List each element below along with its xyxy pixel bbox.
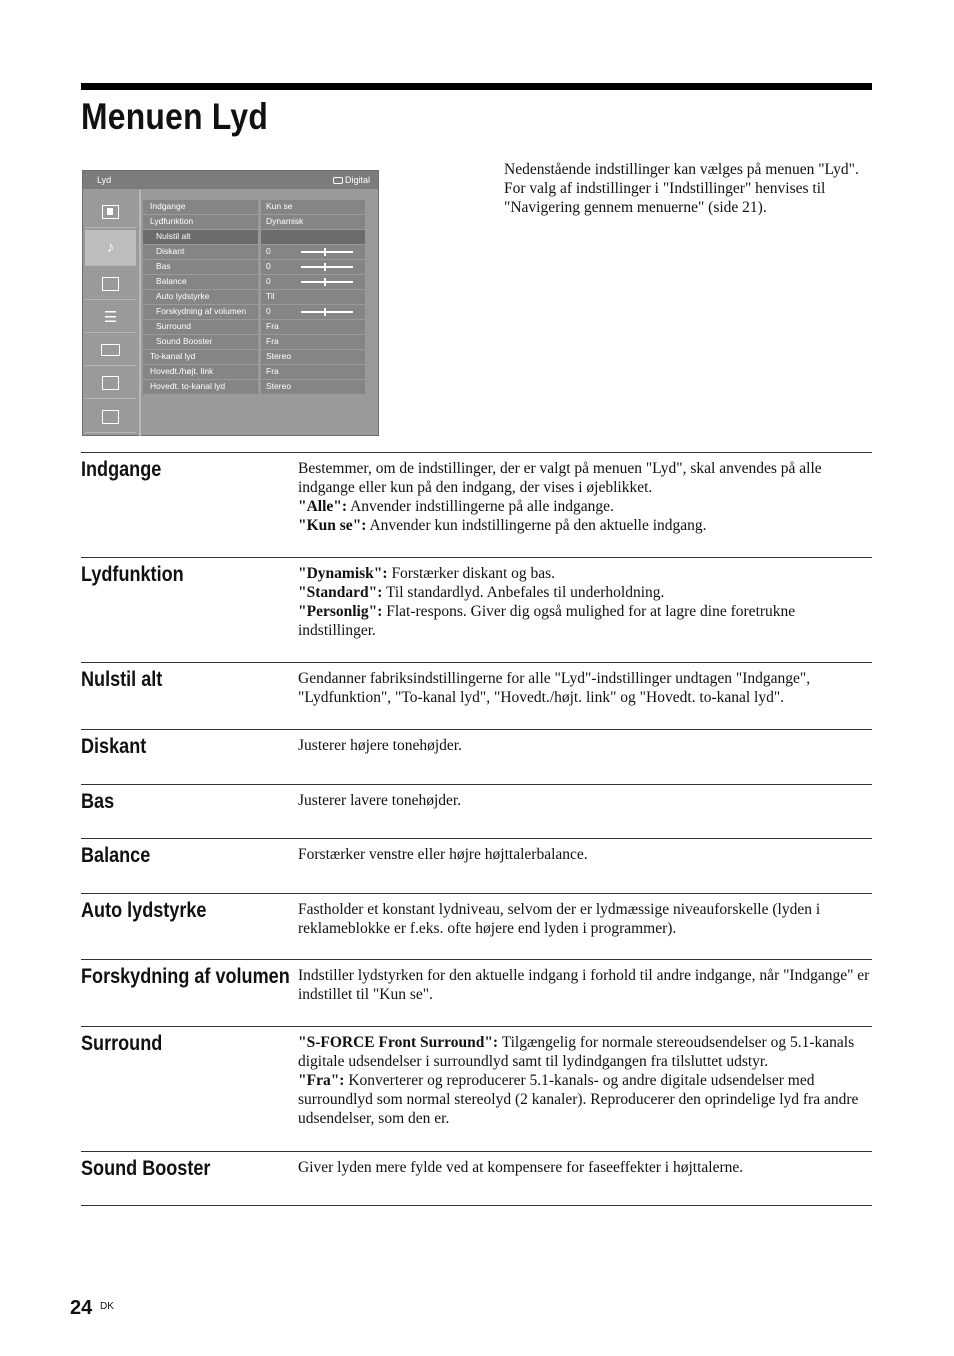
entry-term: Balance bbox=[81, 844, 151, 867]
entry-term: Indgange bbox=[81, 458, 162, 481]
entry-nulstil-alt bbox=[81, 662, 872, 729]
tv-row-value-text: 0 bbox=[266, 276, 271, 286]
tv-row-value-text: 0 bbox=[266, 306, 271, 316]
tv-row-label: Surround bbox=[143, 320, 258, 334]
desc-line: Indstiller lydstyrken for den aktuelle indgang i forhold til andre indgange, når "Indgange" er indstillet til "Kun se". bbox=[298, 967, 870, 1003]
entry-balance bbox=[81, 838, 872, 893]
desc-line: Gendanner fabriksindstillingerne for alle "Lyd"-indstillinger undtagen "Indgange", "Lydfunktion", "To-kanal lyd", "Hovedt./højt. link" og "Hovedt. to-kanal lyd". bbox=[298, 670, 811, 706]
entry-description bbox=[298, 564, 874, 640]
tv-menu-row bbox=[143, 290, 367, 305]
monitor-icon bbox=[85, 335, 136, 366]
desc-line: Justerer højere tonehøjder. bbox=[298, 737, 462, 754]
tv-row-label: Hovedt./højt. link bbox=[143, 365, 258, 379]
entry-description bbox=[298, 669, 874, 707]
tv-row-label: Balance bbox=[143, 275, 258, 289]
tv-menu-screenshot bbox=[82, 170, 379, 436]
entry-description bbox=[298, 845, 874, 864]
tv-menu-row bbox=[143, 305, 367, 320]
tv-menu-header bbox=[83, 171, 378, 189]
entry-term: Forskydning af volumen bbox=[81, 965, 290, 988]
desc-line: "S-FORCE Front Surround": Tilgængelig for normale stereoudsendelser og 5.1-kanals digitale udsendelser i surroundlyd samt til lydindgangen fra tilsluttet udstyr. bbox=[298, 1034, 855, 1070]
page-number: 24 bbox=[70, 1297, 93, 1319]
tv-row-label: Nulstil alt bbox=[143, 230, 258, 244]
desc-line: Forstærker venstre eller højre højttalerbalance. bbox=[298, 846, 588, 863]
level-slider bbox=[301, 281, 353, 283]
list-settings-icon: ☰ bbox=[85, 302, 136, 333]
tv-menu-separator bbox=[139, 190, 141, 436]
music-note-icon: ♪ bbox=[85, 230, 136, 266]
tv-menu-sidebar bbox=[85, 197, 138, 435]
level-slider bbox=[301, 311, 353, 313]
entry-term: Sound Booster bbox=[81, 1157, 211, 1180]
desc-line: "Alle": Anvender indstillingerne på alle indgange. bbox=[298, 498, 614, 515]
desc-line: "Personlig": Flat-respons. Giver dig også mulighed for at lagre dine foretrukne indstillinger. bbox=[298, 603, 796, 639]
tv-menu-row bbox=[143, 260, 367, 275]
tv-row-value: Til bbox=[261, 290, 365, 304]
entry-description bbox=[298, 791, 874, 810]
desc-line: Fastholder et konstant lydniveau, selvom der er lydmæssige niveauforskelle (lyden i reklameblokke er f.eks. ofte højere end lyden i programmer). bbox=[298, 901, 821, 937]
desc-line: "Dynamisk": Forstærker diskant og bas. bbox=[298, 565, 556, 582]
entry-term: Auto lydstyrke bbox=[81, 899, 207, 922]
tv-row-value bbox=[261, 230, 365, 244]
level-slider bbox=[301, 266, 353, 268]
entry-term: Surround bbox=[81, 1032, 163, 1055]
tv-menu-row bbox=[143, 245, 367, 260]
tv-row-value: Stereo bbox=[261, 380, 365, 394]
intro-text: Nedenstående indstillinger kan vælges på menuen "Lyd". For valg af indstillinger i "Indstillinger" henvises til "Navigering gennem menuerne" (side 21). bbox=[504, 161, 859, 216]
title-rule bbox=[81, 83, 872, 90]
tv-menu-row bbox=[143, 320, 367, 335]
tv-menu-row bbox=[143, 215, 367, 230]
tv-row-value: Dynamisk bbox=[261, 215, 365, 229]
entry-term: Bas bbox=[81, 790, 115, 813]
tv-row-value bbox=[261, 260, 365, 274]
desc-line: Bestemmer, om de indstillinger, der er valgt på menuen "Lyd", skal anvendes på alle indgange eller kun på den indgang, der vises i øjeblikket. bbox=[298, 460, 822, 496]
page-language: DK bbox=[100, 1301, 114, 1312]
tv-menu-row bbox=[143, 200, 367, 215]
tv-row-value: Stereo bbox=[261, 350, 365, 364]
tv-menu-row bbox=[143, 335, 367, 350]
entry-diskant bbox=[81, 729, 872, 784]
setup-icon bbox=[85, 402, 136, 433]
desc-line: "Kun se": Anvender kun indstillingerne på den aktuelle indgang. bbox=[298, 517, 707, 534]
tv-menu-row bbox=[143, 230, 367, 245]
entry-term: Nulstil alt bbox=[81, 668, 163, 691]
entry-description bbox=[298, 459, 874, 535]
tv-row-value bbox=[261, 245, 365, 259]
tv-row-label: Indgange bbox=[143, 200, 258, 214]
tv-row-value-text: 0 bbox=[266, 261, 271, 271]
desc-line: Giver lyden mere fylde ved at kompensere for faseeffekter i højttalerne. bbox=[298, 1159, 744, 1176]
screen-settings-icon bbox=[85, 269, 136, 300]
page-title: Menuen Lyd bbox=[81, 96, 269, 137]
entry-term: Lydfunktion bbox=[81, 563, 184, 586]
entry-bas bbox=[81, 784, 872, 838]
entry-indgange bbox=[81, 452, 872, 557]
entry-description bbox=[298, 1033, 874, 1128]
tv-row-value: Fra bbox=[261, 320, 365, 334]
tv-row-value-text: 0 bbox=[266, 246, 271, 256]
entry-surround bbox=[81, 1026, 872, 1151]
desc-line: "Standard": Til standardlyd. Anbefales til underholdning. bbox=[298, 584, 665, 601]
tv-row-value bbox=[261, 275, 365, 289]
tv-menu-row bbox=[143, 380, 367, 395]
picture-icon bbox=[85, 197, 136, 228]
entry-description bbox=[298, 966, 874, 1004]
level-slider bbox=[301, 251, 353, 253]
tv-row-value: Fra bbox=[261, 335, 365, 349]
tv-row-label: Lydfunktion bbox=[143, 215, 258, 229]
tv-menu-title: Lyd bbox=[97, 175, 112, 185]
tv-row-label: Sound Booster bbox=[143, 335, 258, 349]
tv-row-label: Diskant bbox=[143, 245, 258, 259]
tv-row-value: Fra bbox=[261, 365, 365, 379]
bottom-rule bbox=[81, 1205, 872, 1206]
entry-forskydning-af-volumen bbox=[81, 959, 872, 1026]
tv-row-label: Bas bbox=[143, 260, 258, 274]
tv-row-value bbox=[261, 305, 365, 319]
entry-term: Diskant bbox=[81, 735, 147, 758]
entry-description bbox=[298, 1158, 874, 1177]
tv-row-label: To-kanal lyd bbox=[143, 350, 258, 364]
entry-lydfunktion bbox=[81, 557, 872, 662]
tv-menu-source-label: Digital bbox=[344, 175, 370, 185]
desc-line: "Fra": Konverterer og reproducerer 5.1-kanals- og andre digitale udsendelser med surroundlyd som normal stereolyd (2 kanaler). Reproducerer den oprindelige lyd fra andre udsendelser, som den er. bbox=[298, 1072, 859, 1127]
channel-setup-icon bbox=[85, 368, 136, 399]
tv-row-label: Forskydning af volumen bbox=[143, 305, 258, 319]
entry-description bbox=[298, 736, 874, 755]
entry-sound-booster bbox=[81, 1151, 872, 1205]
entry-auto-lydstyrke bbox=[81, 893, 872, 959]
tv-menu-row bbox=[143, 350, 367, 365]
tv-menu-list bbox=[143, 200, 367, 395]
tv-row-value: Kun se bbox=[261, 200, 365, 214]
desc-line: Justerer lavere tonehøjder. bbox=[298, 792, 462, 809]
tv-row-label: Hovedt. to-kanal lyd bbox=[143, 380, 258, 394]
entry-description bbox=[298, 900, 874, 938]
digital-icon bbox=[333, 177, 343, 184]
tv-menu-row bbox=[143, 275, 367, 290]
tv-row-label: Auto lydstyrke bbox=[143, 290, 258, 304]
tv-menu-source bbox=[333, 175, 370, 185]
tv-menu-row bbox=[143, 365, 367, 380]
